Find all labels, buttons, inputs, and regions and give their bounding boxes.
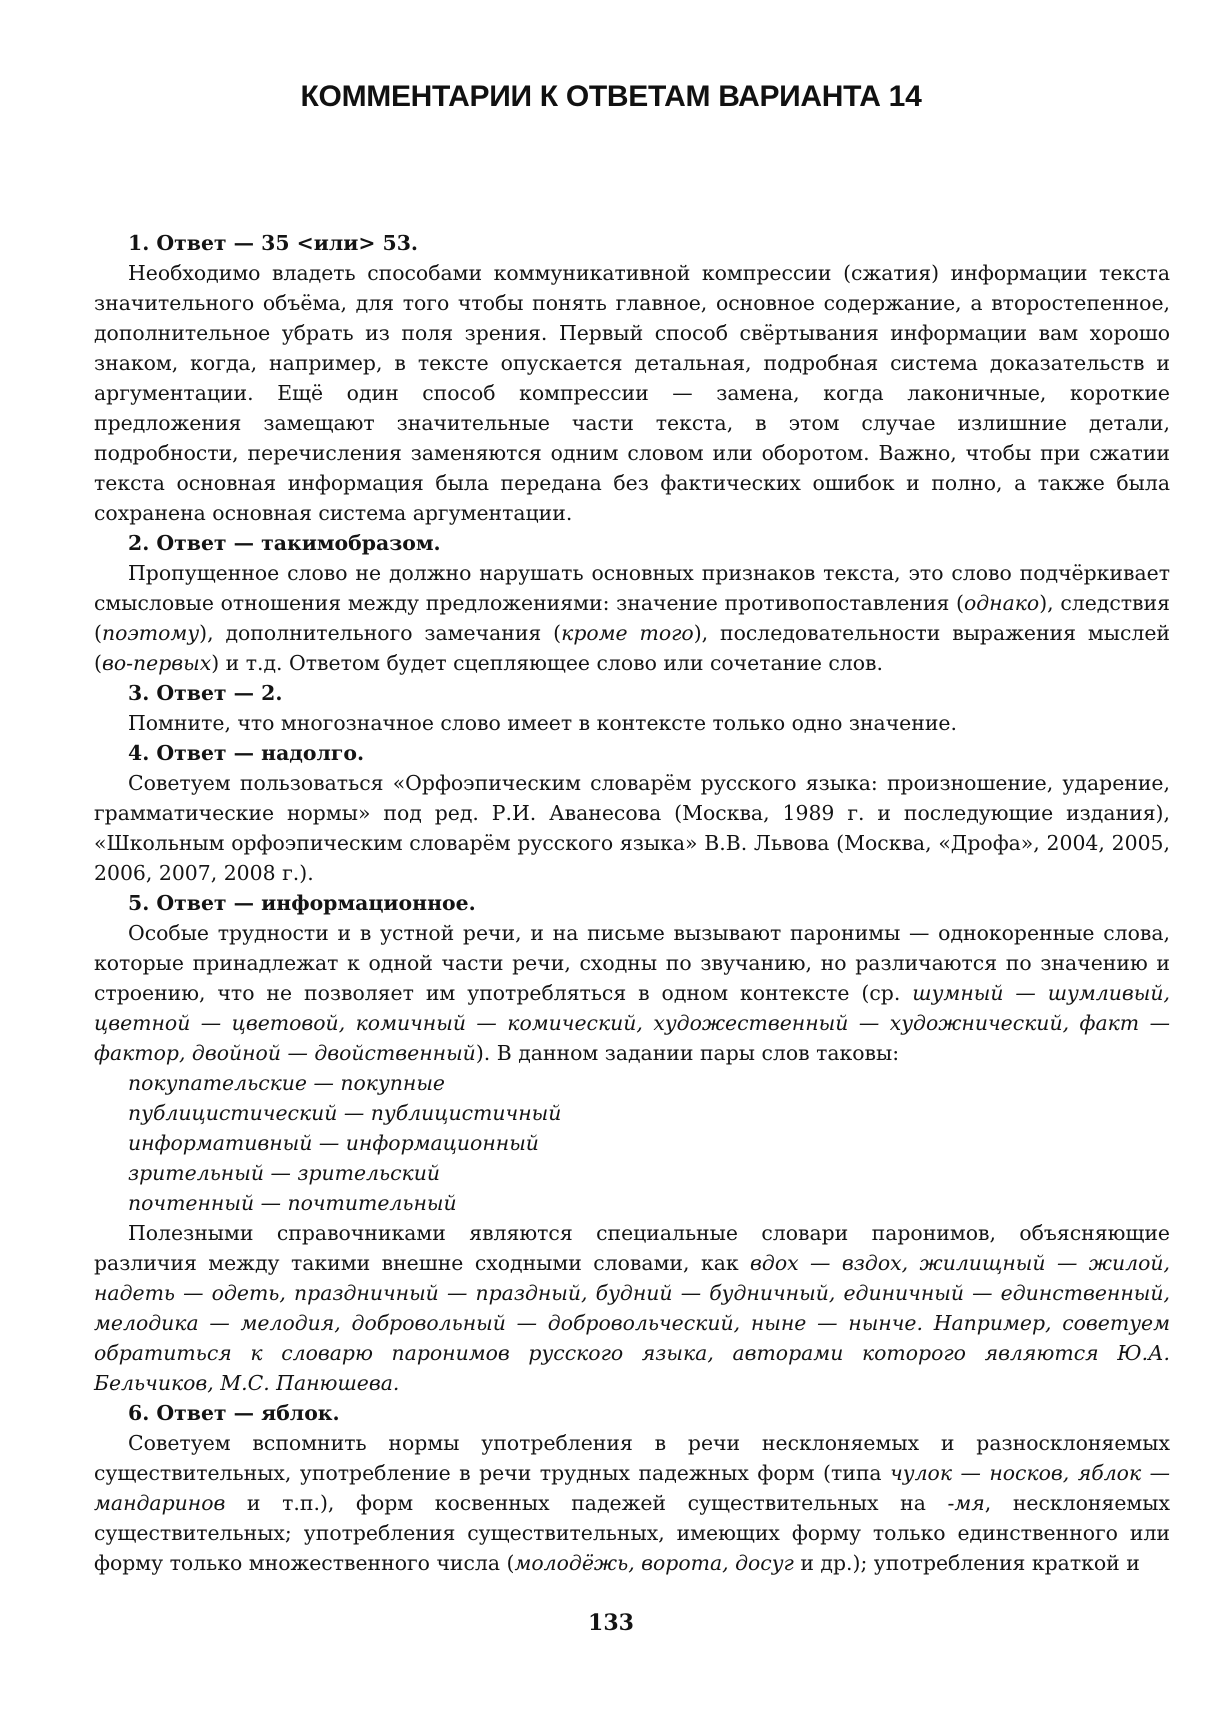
answer-4-comment: Советуем пользоваться «Орфоэпическим словарём русского языка: произношение, ударение, грамматические нормы» под ред. Р.И. Аванесова (Москва, 1989 г. и последующие издания), «Школьным орфоэпическим словарём русского языка» В.В. Львова (Москва, «Дрофа», 2004, 2005, 2006, 2007, 2008 г.). <box>94 771 1170 885</box>
answer-3-comment: Помните, что многозначное слово имеет в контексте только одно значение. <box>128 711 957 735</box>
paronym-pair: покупательские — покупные <box>128 1071 445 1095</box>
answer-5-comment: Особые трудности и в устной речи, и на письме вызывают паронимы — однокоренные слова, которые принадлежат к одной части речи, сходны по звучанию, но различаются по значению и строению, что не позволяет им употребляться в одном контексте (ср. шумный — шумливый, цветной — цветовой, комичный — комический, художественный — художнический, факт — фактор, двойной — двойственный). В данном задании пары слов таковы: <box>94 921 1170 1065</box>
answer-5-dictionaries: Полезными справочниками являются специальные словари паронимов, объясняющие различия между такими внешне сходными словами, как вдох — вздох, жилищный — жилой, надеть — одеть, праздничный — праздный, будний — будничный, единичный — единственный, мелодика — мелодия, добровольный — добровольческий, ныне — нынче. Например, советуем обратиться к словарю паронимов русского языка, авторами которого являются Ю.А. Бельчиков, М.С. Панюшева. <box>94 1221 1170 1395</box>
page-title: КОММЕНТАРИИ К ОТВЕТАМ ВАРИАНТА 14 <box>300 80 922 113</box>
paronym-pair: информативный — информационный <box>128 1131 539 1155</box>
paronym-pair: почтенный — почтительный <box>128 1191 457 1215</box>
answer-6-comment: Советуем вспомнить нормы употребления в речи несклоняемых и разносклоняемых существительных, употребление в речи трудных падежных форм (типа чулок — носков, яблок — мандаринов и т.п.), форм косвенных падежей существительных на -мя, несклоняемых существительных; употребления существительных, имеющих форму только единственного или форму только множественного числа (молодёжь, ворота, досуг и др.); употребления краткой и <box>94 1431 1171 1575</box>
answer-1-heading: 1. Ответ — 35 <или> 53. <box>128 231 418 255</box>
answer-2-heading: 2. Ответ — такимобразом. <box>128 531 441 555</box>
answer-6-heading: 6. Ответ — яблок. <box>128 1401 340 1425</box>
document-body <box>94 228 1170 1578</box>
answer-1-comment: Необходимо владеть способами коммуникативной компрессии (сжатия) информации текста значительного объёма, для того чтобы понять главное, основное содержание, а второстепенное, дополнительное убрать из поля зрения. Первый способ свёртывания информации вам хорошо знаком, когда, например, в тексте опускается детальная, подробная система доказательств и аргументации. Ещё один способ компрессии — замена, когда лаконичные, короткие предложения замещают значительные части текста, в этом случае излишние детали, подробности, перечисления заменяются одним словом или оборотом. Важно, чтобы при сжатии текста основная информация была передана без фактических ошибок и полно, а также была сохранена основная система аргументации. <box>94 261 1170 525</box>
paronym-pair: зрительный — зрительский <box>128 1161 440 1185</box>
answer-5-heading: 5. Ответ — информационное. <box>128 891 476 915</box>
page-number: 133 <box>588 1610 634 1636</box>
paronym-pair: публицистический — публицистичный <box>128 1101 562 1125</box>
answer-3-heading: 3. Ответ — 2. <box>128 681 283 705</box>
answer-2-comment: Пропущенное слово не должно нарушать основных признаков текста, это слово подчёркивает смысловые отношения между предложениями: значение противопоставления (однако), следствия (поэтому), дополнительного замечания (кроме того), последовательности выражения мыслей (во-первых) и т.д. Ответом будет сцепляющее слово или сочетание слов. <box>94 561 1171 675</box>
answer-4-heading: 4. Ответ — надолго. <box>128 741 365 765</box>
